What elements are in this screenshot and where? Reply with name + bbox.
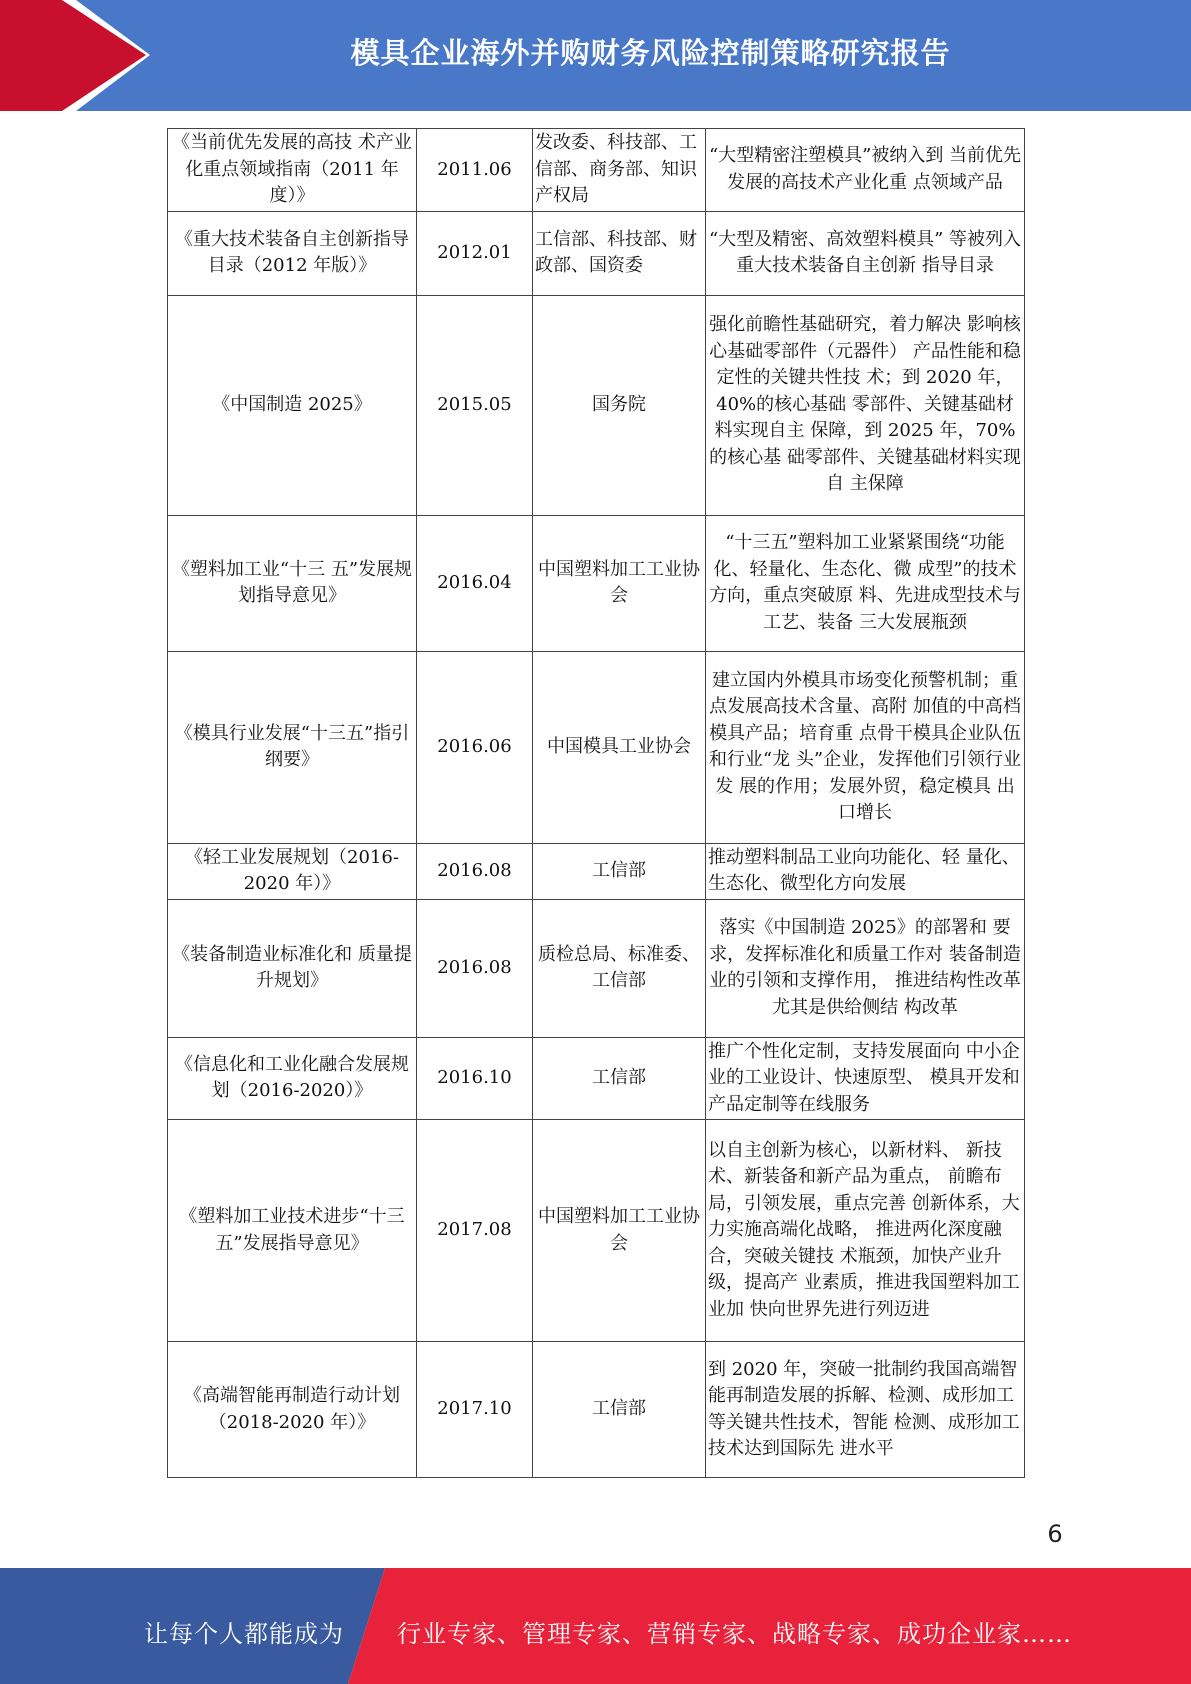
policy-issuer: 发改委、科技部、工信部、商务部、知识产权局 — [533, 129, 706, 212]
policy-date: 2016.04 — [417, 515, 533, 651]
policy-issuer: 工信部、科技部、财政部、国资委 — [533, 211, 706, 295]
policy-name: 《重大技术装备自主创新指导目录（2012 年版）》 — [168, 211, 417, 295]
policy-name: 《轻工业发展规划（2016-2020 年）》 — [168, 843, 417, 899]
table-row — [168, 899, 1025, 1037]
policy-date: 2015.05 — [417, 295, 533, 515]
policy-content: 推广个性化定制，支持发展面向 中小企业的工业设计、快速原型、 模具开发和产品定制等在线服务 — [706, 1037, 1025, 1120]
policy-name: 《中国制造 2025》 — [168, 295, 417, 515]
policy-date: 2017.08 — [417, 1120, 533, 1342]
table-row — [168, 843, 1025, 899]
table-row — [168, 1342, 1025, 1478]
policy-content: 落实《中国制造 2025》的部署和 要求，发挥标准化和质量工作对 装备制造业的引领和支撑作用， 推进结构性改革尤其是供给侧结 构改革 — [706, 899, 1025, 1037]
policy-issuer: 国务院 — [533, 295, 706, 515]
policy-table — [167, 128, 1025, 1478]
policy-name: 《信息化和工业化融合发展规划（2016-2020）》 — [168, 1037, 417, 1120]
policy-date: 2011.06 — [417, 129, 533, 212]
page-footer — [0, 1568, 1191, 1684]
table-row — [168, 651, 1025, 843]
policy-issuer: 中国塑料加工工业协会 — [533, 515, 706, 651]
policy-name: 《装备制造业标准化和 质量提升规划》 — [168, 899, 417, 1037]
policy-name: 《模具行业发展“十三五”指引纲要》 — [168, 651, 417, 843]
page-number: 6 — [1047, 1520, 1063, 1548]
policy-content: “十三五”塑料加工业紧紧围绕“功能化、轻量化、生态化、微 成型”的技术方向，重点突破原 料、先进成型技术与工艺、装备 三大发展瓶颈 — [706, 515, 1025, 651]
policy-content: 建立国内外模具市场变化预警机制；重点发展高技术含量、高附 加值的中高档模具产品；培育重 点骨干模具企业队伍和行业“龙 头”企业，发挥他们引领行业发 展的作用；发展外贸，稳定模具 出口增长 — [706, 651, 1025, 843]
policy-issuer: 工信部 — [533, 1342, 706, 1478]
footer-slogan-right: 行业专家、管理专家、营销专家、战略专家、成功企业家…… — [397, 1620, 1072, 1648]
policy-content: “大型精密注塑模具”被纳入到 当前优先发展的高技术产业化重 点领域产品 — [706, 129, 1025, 212]
policy-content: 强化前瞻性基础研究，着力解决 影响核心基础零部件（元器件） 产品性能和稳定性的关键共性技 术；到 2020 年，40%的核心基础 零部件、关键基础材料实现自主 保障，到 2025 年，70%的核心基 础零部件、关键基础材料实现自 主保障 — [706, 295, 1025, 515]
table-row — [168, 295, 1025, 515]
policy-issuer: 中国模具工业协会 — [533, 651, 706, 843]
page-header — [0, 0, 1191, 111]
policy-issuer: 工信部 — [533, 843, 706, 899]
red-chevron-icon — [0, 0, 160, 111]
footer-slogan-left: 让每个人都能成为 — [144, 1620, 344, 1648]
policy-date: 2016.06 — [417, 651, 533, 843]
policy-content: 推动塑料制品工业向功能化、轻 量化、生态化、微型化方向发展 — [706, 843, 1025, 899]
table-row — [168, 1037, 1025, 1120]
policy-issuer: 中国塑料加工工业协会 — [533, 1120, 706, 1342]
table-row — [168, 211, 1025, 295]
report-title: 模具企业海外并购财务风险控制策略研究报告 — [350, 35, 951, 70]
policy-date: 2017.10 — [417, 1342, 533, 1478]
policy-issuer: 质检总局、标准委、工信部 — [533, 899, 706, 1037]
policy-name: 《当前优先发展的高技 术产业化重点领域指南（2011 年度）》 — [168, 129, 417, 212]
policy-content: “大型及精密、高效塑料模具” 等被列入重大技术装备自主创新 指导目录 — [706, 211, 1025, 295]
policy-name: 《高端智能再制造行动计划（2018-2020 年）》 — [168, 1342, 417, 1478]
policy-content: 以自主创新为核心，以新材料、 新技术、新装备和新产品为重点， 前瞻布局，引领发展，重点完善 创新体系，大力实施高端化战略， 推进两化深度融合，突破关键技 术瓶颈，加快产业升级，提高产 业素质，推进我国塑料加工业加 快向世界先进行列迈进 — [706, 1120, 1025, 1342]
table-row — [168, 129, 1025, 212]
policy-date: 2016.08 — [417, 899, 533, 1037]
policy-name: 《塑料加工业技术进步“十三五”发展指导意见》 — [168, 1120, 417, 1342]
table-row — [168, 515, 1025, 651]
policy-date: 2016.10 — [417, 1037, 533, 1120]
table-row — [168, 1120, 1025, 1342]
policy-date: 2016.08 — [417, 843, 533, 899]
policy-issuer: 工信部 — [533, 1037, 706, 1120]
policy-date: 2012.01 — [417, 211, 533, 295]
policy-name: 《塑料加工业“十三 五”发展规划指导意见》 — [168, 515, 417, 651]
policy-content: 到 2020 年，突破一批制约我国高端智能再制造发展的拆解、检测、成形加工等关键共性技术，智能 检测、成形加工技术达到国际先 进水平 — [706, 1342, 1025, 1478]
